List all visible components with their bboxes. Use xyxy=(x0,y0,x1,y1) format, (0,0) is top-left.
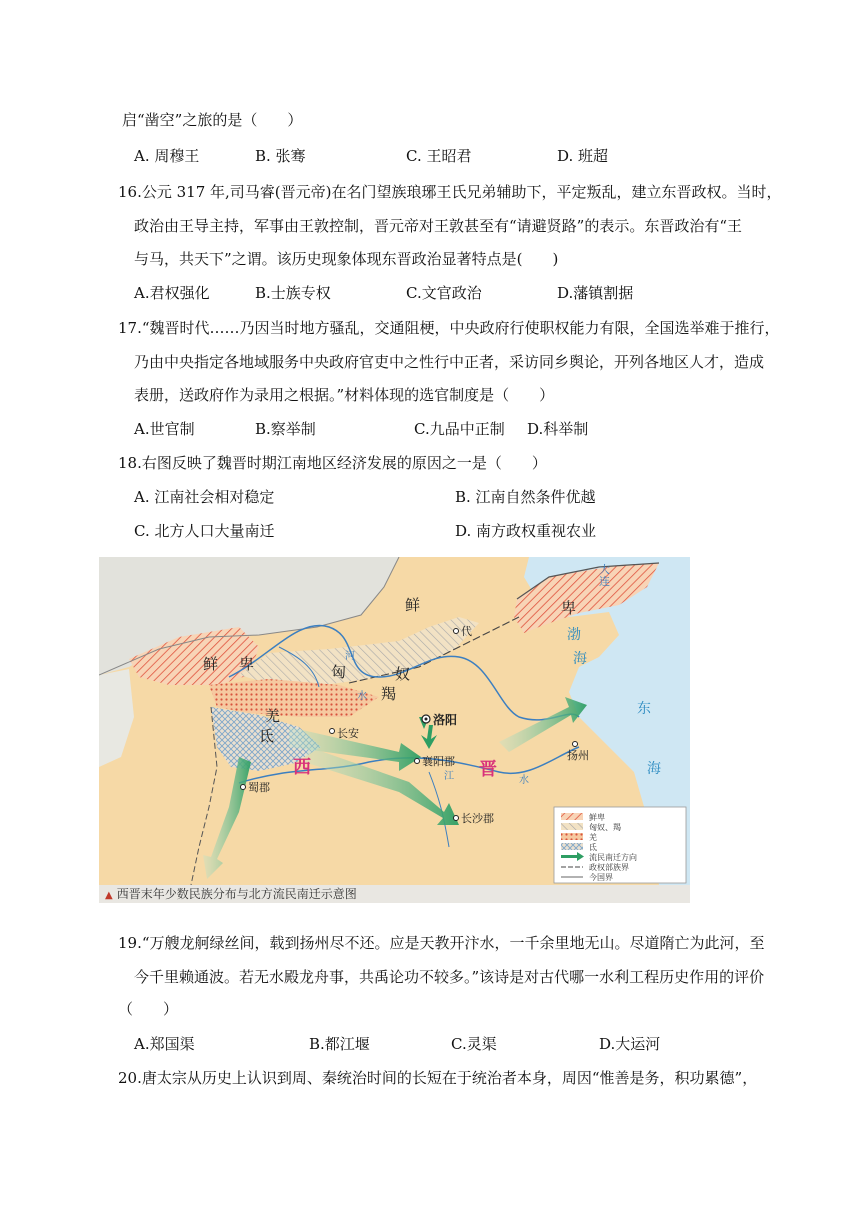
q15-option-a[interactable]: A. 周穆王 xyxy=(134,147,200,165)
q15-stem-tail: 启“凿空”之旅的是（ ） xyxy=(122,111,303,129)
map-label-jiang: 江 xyxy=(444,771,454,782)
legend-xianbei: 鲜卑 xyxy=(589,813,605,822)
legend-swatch-qiang xyxy=(561,833,583,840)
map-label-di: 氐 xyxy=(259,727,275,745)
map-label-nu: 奴 xyxy=(395,665,411,683)
q17-option-c[interactable]: C.九品中正制 xyxy=(414,420,505,438)
q17-line-1: 17.“魏晋时代……乃因当时地方骚乱，交通阻梗，中央政府行使职权能力有限，全国选举难于推行， xyxy=(118,319,780,337)
q18-option-d[interactable]: D. 南方政权重视农业 xyxy=(455,522,597,540)
legend-swatch-xiongnu xyxy=(561,823,583,830)
legend-xiongnu: 匈奴、羯 xyxy=(589,823,621,832)
map-label-dalian: 大连 xyxy=(599,563,610,589)
q16-line-3: 与马，共天下”之谓。该历史现象体现东晋政治显著特点是( ) xyxy=(134,250,559,268)
map-label-hai1: 海 xyxy=(573,651,587,667)
map-label-changsha: 长沙郡 xyxy=(461,812,494,825)
map-legend xyxy=(554,807,686,883)
map-label-xian1: 鲜 xyxy=(405,596,421,614)
map-label-hai2: 海 xyxy=(647,761,661,777)
map-label-bei1: 卑 xyxy=(561,599,577,617)
q16-option-b[interactable]: B.士族专权 xyxy=(255,284,331,302)
map-label-bei2: 卑 xyxy=(239,655,255,673)
map-label-shujun: 蜀郡 xyxy=(248,781,270,794)
triangle-icon: ▲ xyxy=(105,890,113,901)
map-label-qiang: 羌 xyxy=(265,707,281,725)
q16-option-c[interactable]: C.文官政治 xyxy=(406,284,482,302)
q16-line-1: 16.公元 317 年,司马睿(晋元帝)在名门望族琅琊王氏兄弟辅助下，平定叛乱，建立东晋政权。当时， xyxy=(118,183,782,201)
q17-options xyxy=(0,418,860,438)
q19-option-b[interactable]: B.都江堰 xyxy=(309,1035,370,1053)
map-label-shui: 水 xyxy=(357,691,367,702)
q19-line-3: （ ） xyxy=(118,1000,179,1018)
q18-option-a[interactable]: A. 江南社会相对稳定 xyxy=(134,488,275,506)
q18-options-row1 xyxy=(0,486,860,506)
q17-line-3: 表册，送政府作为录用之根据。”材料体现的选官制度是（ ） xyxy=(134,386,555,404)
q16-option-d[interactable]: D.藩镇割据 xyxy=(557,284,634,302)
map-label-dai: 代 xyxy=(461,625,472,638)
map-label-jin: 晋 xyxy=(479,759,497,780)
map-label-jie: 羯 xyxy=(381,685,397,703)
q15-option-d[interactable]: D. 班超 xyxy=(557,147,609,165)
q19-option-c[interactable]: C.灵渠 xyxy=(451,1035,497,1053)
map-label-luoyang: 洛阳 xyxy=(433,713,458,727)
map-city-dai xyxy=(454,629,459,634)
map-caption-text: 西晋末年少数民族分布与北方流民南迁示意图 xyxy=(116,887,357,901)
q19-option-a[interactable]: A.郑国渠 xyxy=(134,1035,195,1053)
q17-option-d[interactable]: D.科举制 xyxy=(527,420,589,438)
legend-swatch-xianbei xyxy=(561,813,583,820)
q15-option-b[interactable]: B. 张骞 xyxy=(255,147,306,165)
map-label-he: 河 xyxy=(345,651,355,662)
q17-option-b[interactable]: B.察举制 xyxy=(255,420,316,438)
legend-national: 今国界 xyxy=(589,873,613,882)
q16-option-a[interactable]: A.君权强化 xyxy=(134,284,210,302)
q16-line-2: 政治由王导主持，军事由王敦控制，晋元帝对王敦甚至有“请避贤路”的表示。东晋政治有“王 xyxy=(134,217,743,235)
q19-options xyxy=(0,1033,860,1053)
q18-option-b[interactable]: B. 江南自然条件优越 xyxy=(455,488,596,506)
q17-line-2: 乃由中央指定各地域服务中央政府官吏中之性行中正者，采访同乡舆论，开列各地区人才，造成 xyxy=(134,353,765,371)
q15-options xyxy=(0,145,860,165)
map-label-shui2: 水 xyxy=(519,775,529,786)
q19-option-d[interactable]: D.大运河 xyxy=(599,1035,661,1053)
q18-options-row2 xyxy=(0,520,860,540)
q18-line-1: 18.右图反映了魏晋时期江南地区经济发展的原因之一是（ ） xyxy=(118,454,547,472)
map-city-changan xyxy=(330,729,335,734)
legend-qiang: 羌 xyxy=(589,833,597,842)
map-label-yangzhou: 扬州 xyxy=(567,749,589,762)
map-label-changan: 长安 xyxy=(337,727,359,740)
migration-map xyxy=(99,557,690,885)
map-label-bo: 渤 xyxy=(567,627,581,643)
map-label-dong: 东 xyxy=(637,701,651,717)
map-caption xyxy=(99,885,690,903)
legend-arrow: 流民南迁方向 xyxy=(589,853,637,862)
legend-border: 政权部族界 xyxy=(589,863,629,872)
q19-line-1: 19.“万艘龙舸绿丝间，载到扬州尽不还。应是天教开汴水，一千余里地无山。尽道隋亡为此河，至 xyxy=(118,934,765,952)
map-label-xi: 西 xyxy=(293,757,311,778)
map-city-changsha xyxy=(454,816,459,821)
q15-option-c[interactable]: C. 王昭君 xyxy=(406,147,472,165)
map-label-xian2: 鲜 xyxy=(203,655,219,673)
legend-swatch-di xyxy=(561,843,583,850)
map-city-xiangyang xyxy=(415,759,420,764)
map-city-shu xyxy=(241,785,246,790)
q19-line-2: 今千里赖通波。若无水殿龙舟事，共禹论功不较多。”该诗是对古代哪一水利工程历史作用的评价 xyxy=(134,968,765,986)
q18-option-c[interactable]: C. 北方人口大量南迁 xyxy=(134,522,275,540)
map-city-yangzhou xyxy=(573,742,578,747)
legend-di: 氐 xyxy=(589,843,597,852)
q17-option-a[interactable]: A.世官制 xyxy=(134,420,195,438)
map-label-xiong: 匈 xyxy=(331,663,347,681)
map-label-xiangyang: 襄阳郡 xyxy=(422,755,455,768)
q20-line-1: 20.唐太宗从历史上认识到周、秦统治时间的长短在于统治者本身，周因“惟善是务，积功累德”， xyxy=(118,1069,758,1087)
q16-options xyxy=(0,282,860,302)
